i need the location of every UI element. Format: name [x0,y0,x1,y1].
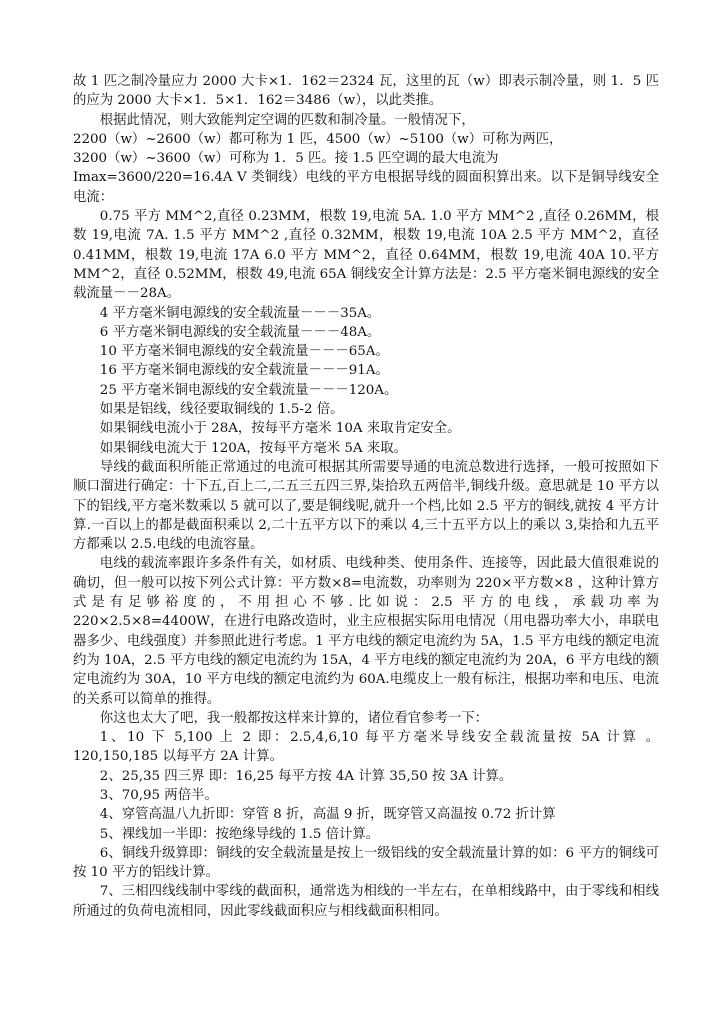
paragraph-cross-section-rhyme: 导线的截面积所能正常通过的电流可根据其所需要导通的电流总数进行选择，一般可按照如下顺口溜进行确定：十下五,百上二,二五三五四三界,柒拾玖五两倍半,铜线升级。意思就是 10 平方以下的铝线,平方毫米数乘以 5 就可以了,要是铜线呢,就升一个档,比如 2.5 平方的铜线,就按 4 平方计算.一百以上的都是截面积乘以 2,二十五平方以下的乘以 4,三十五平方以上的乘以 3,柒拾和九五平方都乘以 2.5.电线的电流容量。 [73,459,659,553]
rule-item-5: 5、裸线加一半即：按绝缘导线的 1.5 倍计算。 [99,826,380,842]
rule-item-7: 7、三相四线线制中零线的截面积，通常选为相线的一半左右，在单相线路中，由于零线和相线所通过的负荷电流相同，因此零线截面积应与相线截面积相同。 [73,884,659,919]
list-item-10mm-copper: 10 平方毫米铜电源线的安全载流量－－－65A。 [99,344,389,360]
paragraph-current-capacity-formula: 电线的载流率跟许多条件有关，如材质、电线种类、使用条件、连接等，因此最大值很难说的确切，但一般可以按下列公式计算：平方数×8=电流数，功率则为 220×平方数×8 ，这种计算方式是有足够裕度的，不用担心不够.比如说：2.5 平方的电线，承载功率为 220×2.5×8=4400W，在进行电路改造时，业主应根据实际用电情况（用电器功率大小，串联电器多少、电线强度）并参照此进行考虑。1 平方电线的额定电流约为 5A，1.5 平方电线的额定电流约为 10A，2.5 平方电线的额定电流约为 15A，4 平方电线的额定电流约为 20A，6 平方电线的额定电流约为 30A，10 平方电线的额定电流约为 60A.电缆皮上一般有标注，根据功率和电压、电流的关系可以简单的推得。 [73,556,659,707]
list-item-6mm-copper: 6 平方毫米铜电源线的安全载流量－－－48A。 [99,324,381,340]
list-item-25mm-copper: 25 平方毫米铜电源线的安全载流量－－－120A。 [99,382,398,398]
paragraph-copper-safe-current-table: 0.75 平方 MM^2,直径 0.23MM，根数 19,电流 5A. 1.0 平方 MM^2 ,直径 0.26MM，根数 19,电流 7A. 1.5 平方 MM^2 ,直径 0.32MM，根数 19,电流 10A 2.5 平方 MM^2，直径 0.41MM，根数 19,电流 17A 6.0 平方 MM^2，直径 0.64MM，根数 19,电流 40A 10.平方 MM^2，直径 0.52MM，根数 49,电流 65A 铜线安全计算方法是：2.5 平方毫米铜电源线的安全载流量－－28A。 [73,209,659,302]
rule-item-1: 1、10 下 5,100 上 2 即：2.5,4,6,10 每平方毫米导线安全载流量按 5A 计算 。120,150,185 以每平方 2A 计算。 [73,730,659,765]
rule-item-2: 2、25,35 四三界 即：16,25 每平方按 4A 计算 35,50 按 3A 计算。 [99,768,513,784]
list-item-4mm-copper: 4 平方毫米铜电源线的安全载流量－－－35A。 [99,305,381,321]
document-body [73,72,659,921]
list-item-below-28a: 如果铜线电流小于 28A，按每平方毫米 10A 来取肯定安全。 [99,421,461,437]
list-item-aluminum-rule: 如果是铝线，线径要取铜线的 1.5-2 倍。 [99,402,344,418]
paragraph-judge-horsepower: 根据此情况，则大致能判定空调的匹数和制冷量。一般情况下， [99,112,475,128]
paragraph-max-current: Imax=3600/220=16.4A V 类铜线）电线的平方电根据导线的圆面积算出来。以下是铜导线安全电流： [73,170,659,205]
rule-item-6: 6、铜线升级算即：铜线的安全载流量是按上一级铝线的安全载流量计算的如：6 平方的铜线可按 10 平方的铝线计算。 [73,845,659,881]
paragraph-cooling-capacity: 故 1 匹之制冷量应力 2000 大卡×1．162＝2324 瓦，这里的瓦（w）即表示制冷量，则 1．5 匹的应为 2000 大卡×1．5×1．162＝3486（w），以此类推。 [73,74,659,109]
rule-item-3: 3、70,95 两倍半。 [99,787,218,803]
list-item-above-120a: 如果铜线电流大于 120A，按每平方毫米 5A 来取。 [99,440,408,456]
paragraph-one-horsepower-range: 2200（w）~2600（w）都可称为 1 匹，4500（w）~5100（w）可称为两匹， [73,131,563,147]
paragraph-reference-intro: 你这也太大了吧，我一般都按这样来计算的，诸位看官参考一下： [99,710,489,726]
list-item-16mm-copper: 16 平方毫米铜电源线的安全载流量－－－91A。 [99,363,389,379]
paragraph-one-half-horsepower-range: 3200（w）~3600（w）可称为 1．5 匹。接 1.5 匹空调的最大电流为 [73,151,499,167]
rule-item-4: 4、穿管高温八九折即：穿管 8 折，高温 9 折，既穿管又高温按 0.72 折计算 [99,807,556,823]
